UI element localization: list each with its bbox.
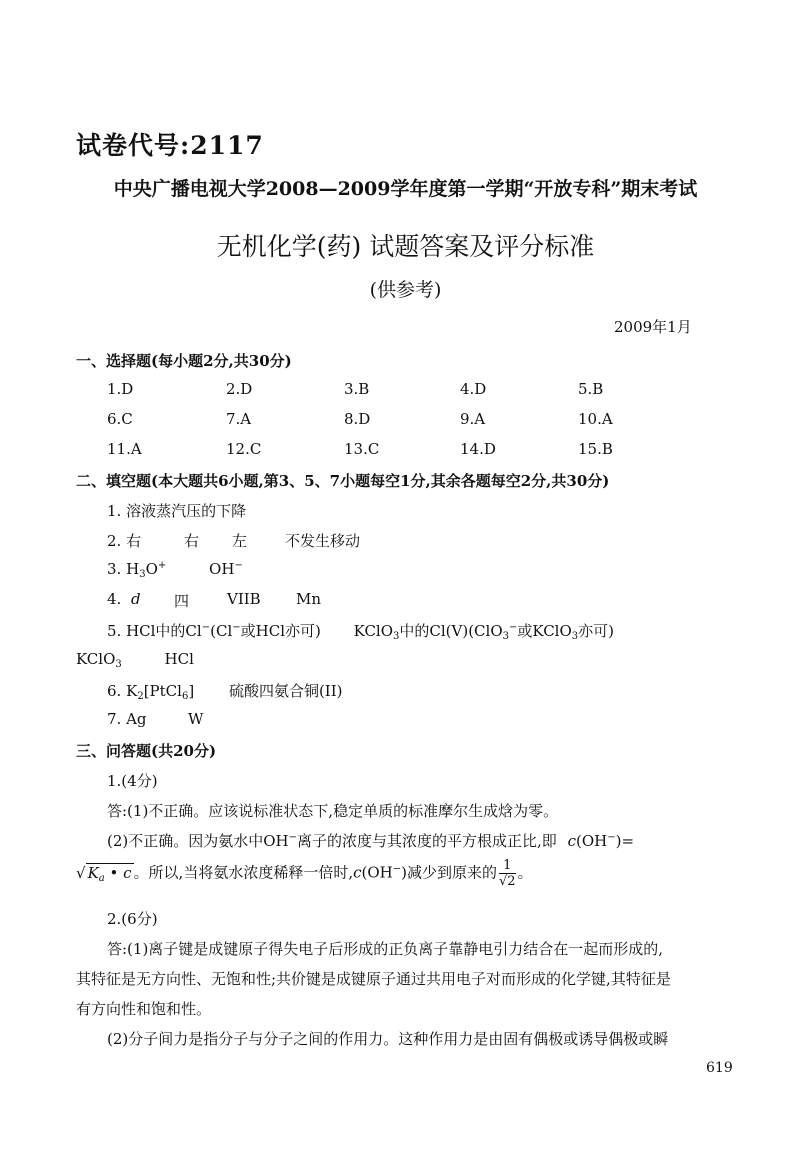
fill-answer-4-a: d <box>131 590 141 608</box>
choice-answer: 14.D <box>460 440 496 458</box>
essay-q2-line-3: 有方向性和饱和性。 <box>76 1000 212 1018</box>
essay-q2-label: 2.(6分) <box>107 910 158 928</box>
fill-answer-7-a: 7. Ag <box>107 710 147 728</box>
choice-answer: 2.D <box>226 380 253 398</box>
choice-answer: 5.B <box>578 380 604 398</box>
choice-answer: 8.D <box>344 410 371 428</box>
fill-answer-1: 1. 溶液蒸汽压的下降 <box>107 502 247 520</box>
choice-answer: 13.C <box>344 440 380 458</box>
essay-q2-line-2: 其特征是无方向性、无饱和性;共价键是成键原子通过共用电子对而形成的化学键,其特征是 <box>76 970 671 988</box>
fill-answer-5-line1: 5. HCl中的Cl−(Cl−或HCl亦可) KClO$_3$中的Cl(V)(ClO$_3$−或KClO$_3$亦可) <box>107 622 615 642</box>
choice-answer: 4.D <box>460 380 487 398</box>
choice-answer: 3.B <box>344 380 370 398</box>
essay-q1-answer-3: √ $K_a$ • c 。所以,当将氨水浓度稀释一倍时,c(OH−)减少到原来的 $\frac{1}{√2}$ 。 <box>76 858 533 889</box>
fill-answer-4-b: 四 <box>174 592 190 610</box>
essay-q1-answer-1: 答:(1)不正确。应该说标准状态下,稳定单质的标准摩尔生成焓为零。 <box>107 802 559 820</box>
reference-note: (供参考) <box>369 279 442 301</box>
fill-answer-2-c: 左 <box>232 532 248 550</box>
fill-answer-2-a: 2. 右 <box>107 532 142 550</box>
choice-answer: 15.B <box>578 440 613 458</box>
choice-answer: 1.D <box>107 380 134 398</box>
section-heading-choice: 一、选择题(每小题2分,共30分) <box>76 352 292 370</box>
section-heading-essay: 三、问答题(共20分) <box>76 742 217 760</box>
choice-answer: 11.A <box>107 440 142 458</box>
fill-answer-4-num: 4. <box>107 590 122 608</box>
fraction-one-over-root-two: $\frac{1}{√2}$ <box>498 858 516 889</box>
fill-answer-5-line2: KClO$_3$ HCl <box>76 650 194 670</box>
exam-code: 试卷代号:2117 <box>76 131 264 160</box>
fill-answer-2-d: 不发生移动 <box>285 532 361 550</box>
sqrt-expression: √ $K_a$ • c <box>76 863 132 884</box>
fill-answer-6: 6. $K_2[PtCl_6]$ 硫酸四氨合铜(II) <box>107 682 343 702</box>
fill-answer-3-num: 3. <box>107 560 122 578</box>
choice-answer: 12.C <box>226 440 262 458</box>
fill-answer-3 <box>107 560 243 580</box>
exam-date: 2009年1月 <box>614 318 692 336</box>
page-title: 无机化学(药) 试题答案及评分标准 <box>216 232 595 261</box>
hydronium-formula: $H_3O^+$ <box>126 560 167 580</box>
section-heading-fill: 二、填空题(本大题共6小题,第3、5、7小题每空1分,其余各题每空2分,共30分) <box>76 472 610 490</box>
exam-heading: 中央广播电视大学2008—2009学年度第一学期“开放专科”期末考试 <box>113 178 698 200</box>
fill-answer-4-c: VIIB <box>227 590 261 608</box>
essay-q2-line-1: 答:(1)离子键是成键原子得失电子后形成的正负离子靠静电引力结合在一起而形成的, <box>107 940 664 958</box>
fill-answer-2-b: 右 <box>184 532 200 550</box>
page-number: 619 <box>706 1060 733 1076</box>
choice-answer: 9.A <box>460 410 486 428</box>
essay-q1-answer-2: (2)不正确。因为氨水中OH−离子的浓度与其浓度的平方根成正比,即 c(OH−)= <box>107 832 635 850</box>
fill-answer-7-b: W <box>188 710 204 728</box>
choice-answer: 6.C <box>107 410 133 428</box>
essay-q1-label: 1.(4分) <box>107 772 158 790</box>
hydroxide-formula: OH− <box>209 560 243 578</box>
essay-q2-line-4: (2)分子间力是指分子与分子之间的作用力。这种作用力是由固有偶极或诱导偶极或瞬 <box>107 1030 669 1048</box>
choice-answer: 7.A <box>226 410 252 428</box>
choice-answer: 10.A <box>578 410 613 428</box>
fill-answer-4-d: Mn <box>296 590 322 608</box>
